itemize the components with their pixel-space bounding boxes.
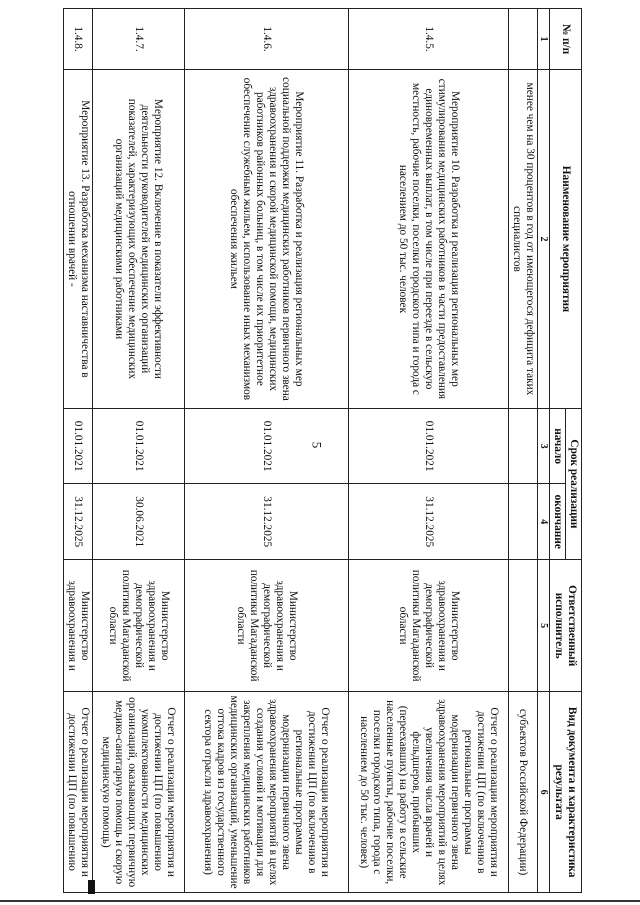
cell-executor: Министерство здравоохранения и демографической политики Магаданской области xyxy=(93,560,185,692)
cell-num: 1.4.5. xyxy=(349,9,509,70)
cell-num xyxy=(509,9,538,70)
cell-start: 01.01.2021 xyxy=(64,408,93,484)
column-number: 1 xyxy=(538,9,550,70)
table-row xyxy=(64,9,93,893)
cell-start: 01.01.2021 xyxy=(349,408,509,484)
continuation-row xyxy=(509,9,538,893)
cell-name: Мероприятие 10. Разработка и реализация региональных мер стимулирования медицинских работников в части предоставления единовременных выплат, в том числе при переезде в сельскую местность, рабочие поселки, поселки городского типа и города с населением до 50 тыс. человек xyxy=(349,70,509,409)
cell-name: Мероприятие 11. Разработка и реализация региональных мер социальной поддержки медицинских работников первичного звена здравоохранения и скорой медицинской помощи, медицинских работников районных больниц, в том числе их приоритетное обеспечение служебным жильем, использование иных механизмов обеспечения жильем xyxy=(185,70,349,409)
table-row xyxy=(185,9,349,893)
header-start: начало xyxy=(550,408,566,484)
cell-result: Отчет о реализации мероприятия и достижении ЦП (по повышению укомплектованности медицинских организаций, оказывающих первичную медико-санитарную помощь и скорую медицинскую помощь) xyxy=(93,692,185,893)
cell-start: 01.01.2021 xyxy=(93,408,185,484)
cell-start: 01.01.2021 xyxy=(185,408,349,484)
column-number: 6 xyxy=(538,692,550,893)
cell-executor: Министерство здравоохранения и xyxy=(64,560,93,692)
cell-num: 1.4.6. xyxy=(185,9,349,70)
cell-executor: Министерство здравоохранения и демографической политики Магаданской области xyxy=(349,560,509,692)
cell-result: Отчет о реализации мероприятия и достижении ЦП (по включению в региональные программы модернизации первичного звена здравоохранения мероприятий в целях увеличения числа врачей и фельдшеров, прибывших (переехавших) на работу в сельские населенные пункты, рабочие поселки, поселки городского типа, города с населением до 50 тыс. человек) xyxy=(349,692,509,893)
column-number: 2 xyxy=(538,70,550,409)
cell-end: 31.12.2025 xyxy=(185,484,349,560)
column-number-row xyxy=(538,9,550,893)
column-number: 5 xyxy=(538,560,550,692)
cell-name: Мероприятие 12. Включение в показатели эффективности деятельности руководителей медицинских организаций показателей, характеризующих обеспечение медицинских организаций медицинскими работниками xyxy=(93,70,185,409)
cell-executor: Министерство здравоохранения и демографической политики Магаданской области xyxy=(185,560,349,692)
cell-result: Отчет о реализации мероприятия и достижении ЦП (по повышению xyxy=(64,692,93,893)
cell-num: 1.4.7. xyxy=(93,9,185,70)
column-number: 4 xyxy=(538,484,550,560)
header-row xyxy=(566,9,582,893)
cell-end: 31.12.2025 xyxy=(349,484,509,560)
rotated-table-container xyxy=(66,8,582,893)
header-num: № п/п xyxy=(550,9,582,70)
cell-name: Мероприятие 13. Разработка механизма наставничества в отношении врачей - xyxy=(64,70,93,409)
cell-start xyxy=(509,408,538,484)
scan-edge-mark xyxy=(88,880,95,894)
cell-end: 31.12.2025 xyxy=(64,484,93,560)
header-period: Срок реализации xyxy=(566,408,582,559)
activities-table xyxy=(63,8,582,893)
cell-end: 30.06.2021 xyxy=(93,484,185,560)
cell-name: менее чем на 30 процентов в год от имеющегося дефицита таких специалистов xyxy=(509,70,538,409)
page-number: 5 xyxy=(309,441,325,449)
header-name: Наименование мероприятия xyxy=(550,70,582,409)
header-end: окончание xyxy=(550,484,566,560)
cell-result: субъектов Российской Федерации) xyxy=(509,692,538,893)
table-row xyxy=(93,9,185,893)
header-executor: Ответственный исполнитель xyxy=(550,560,582,692)
cell-executor xyxy=(509,560,538,692)
header-result: Вид документа и характеристика результата xyxy=(550,692,582,893)
cell-result: Отчет о реализации мероприятия и достижении ЦП (по включению в региональные программы модернизации первичного звена здравоохранения мероприятий в целях создания условий и мотивации для закрепления медицинских работников медицинских организаций, уменьшение оттока кадров из государственного сектора отрасли здравоохранения) xyxy=(185,692,349,893)
cell-end xyxy=(509,484,538,560)
scan-bottom-edge xyxy=(0,900,640,902)
table-row xyxy=(349,9,509,893)
column-number: 3 xyxy=(538,408,550,484)
cell-num: 1.4.8. xyxy=(64,9,93,70)
